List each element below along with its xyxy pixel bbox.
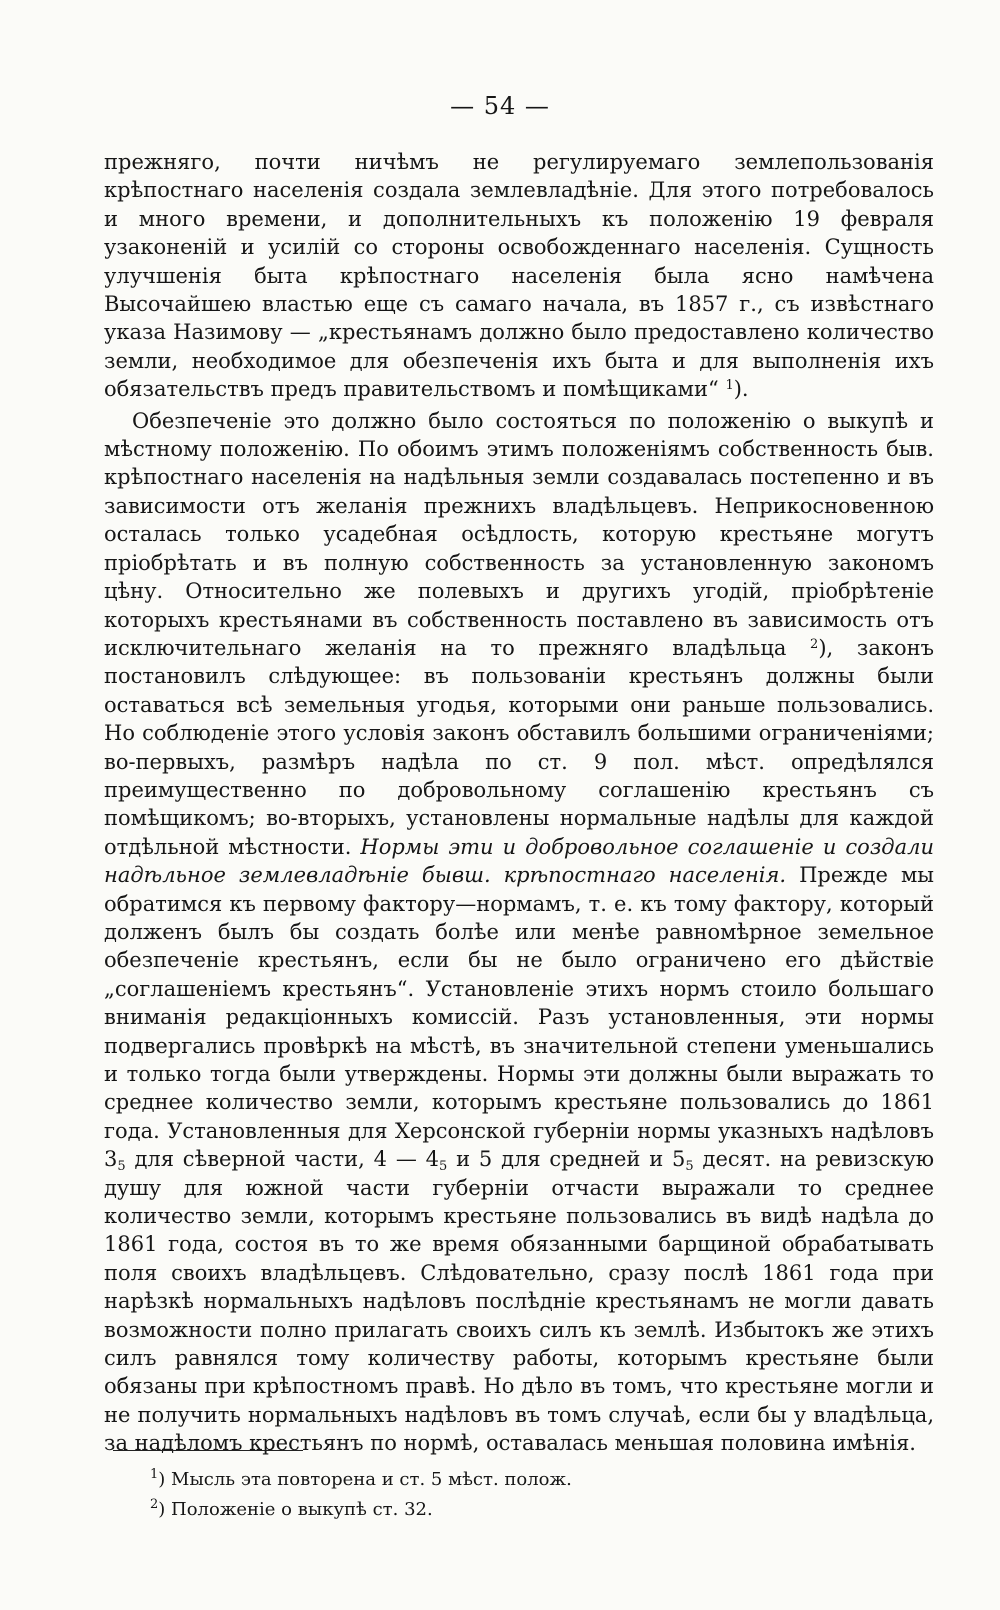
text-run: ), законъ постановилъ слѣдующее: въ пользованіи крестьянъ должны были оставаться всѣ земельныя угодья, которыми они раньше пользовались. Но соблюденіе этого условія законъ обставилъ большими ограниченіями; во-первыхъ, размѣръ надѣла по ст. 9 пол. мѣст. опредѣлялся преимущественно по добровольному соглашенію крестьянъ съ помѣщикомъ; во-вторыхъ, установлены нормальные надѣлы для каждой отдѣльной мѣстности. [104, 635, 934, 859]
text-run: Прежде мы обратимся къ первому фактору—нормамъ, т. е. къ тому фактору, который долженъ былъ бы создать болѣе или менѣе равномѣрное земельное обезпеченіе крестьянъ, если бы не было ограничено его дѣйствіе „соглашеніемъ крестьянъ“. Установленіе этихъ нормъ стоило большаго вниманія редакціонныхъ комиссій. Разъ установленныя, эти нормы подвергались провѣркѣ на мѣстѣ, въ значительной степени уменьшались и только тогда были утверждены. Нормы эти должны были выражать то среднее количество земли, которымъ крестьяне пользовались до 1861 года. Установленныя для Херсонской губерніи нормы указныхъ надѣловъ 3 [104, 863, 934, 1172]
page-number: — 54 — [450, 92, 550, 120]
text-run: десят. на ревизскую душу для южной части губерніи отчасти выражали то среднее количество земли, которымъ крестьяне пользовались въ видѣ надѣла до 1861 года, состоя въ то же время обязанными барщиной обрабатывать поля своихъ владѣльцевъ. Слѣдовательно, сразу послѣ 1861 года при нарѣзкѣ нормальныхъ надѣловъ послѣдніе крестьянамъ не могли давать возможности полно прилагать своихъ силъ къ землѣ. Избытокъ же этихъ силъ равнялся тому количеству работы, которымъ крестьяне были обязаны при крѣпостномъ правѣ. Но дѣло въ томъ, что крестьяне могли и не получить нормальныхъ надѣловъ въ томъ случаѣ, если бы у владѣльца, за надѣломъ крестьянъ по нормѣ, оставалась меньшая половина имѣнія. [104, 1147, 934, 1456]
main-text [104, 148, 934, 1461]
paragraph-2 [104, 407, 934, 1458]
footnote-ref: 2 [810, 636, 819, 652]
footnote-mark: 1 [150, 1467, 159, 1482]
footnote-rule [113, 1450, 303, 1451]
text-run: ). [733, 377, 749, 402]
footnote-ref: 1 [725, 378, 734, 394]
footnote-mark: 2 [150, 1497, 159, 1512]
footnote-2 [150, 1495, 930, 1525]
text-run: и 5 для средней и 5 [447, 1147, 686, 1172]
footnote-1 [150, 1465, 930, 1495]
subscript: 5 [685, 1159, 694, 1175]
text-run: для сѣверной части, 4 — 4 [125, 1147, 440, 1172]
footnotes [150, 1465, 930, 1525]
footnote-text: ) Положеніе о выкупѣ ст. 32. [158, 1499, 433, 1520]
paragraph-1 [104, 148, 934, 404]
footnote-text: ) Мысль эта повторена и ст. 5 мѣст. полож. [158, 1469, 572, 1490]
text-run: Обезпеченіе это должно было состояться по положенію о выкупѣ и мѣстному положенію. По обоимъ этимъ положеніямъ собственность быв. крѣпостнаго населенія на надѣльныя земли создавалась постепенно и въ зависимости отъ желанія прежнихъ владѣльцевъ. Неприкосновенною осталась только усадебная осѣдлость, которую крестьяне могутъ пріобрѣтать и въ полную собственность за установленную закономъ цѣну. Относительно же полевыхъ и другихъ угодій, пріобрѣтеніе которыхъ крестьянами въ собственность поставлено въ зависимость отъ исключительнаго желанія на то прежняго владѣльца [104, 408, 934, 660]
subscript: 5 [117, 1159, 126, 1175]
italic-text: Нормы эти и добровольное соглашеніе и создали надѣльное землевладѣніе бывш. крѣпостнаго населенія. [104, 834, 934, 888]
text-run: прежняго, почти ничѣмъ не регулируемаго землепользованія крѣпостнаго населенія создала землевладѣніе. Для этого потребовалось и много времени, и дополнительныхъ къ положенію 19 февраля узаконеній и усилій со стороны освобожденнаго населенія. Сущность улучшенія быта крѣпостнаго населенія была ясно намѣчена Высочайшею властью еще съ самаго начала, въ 1857 г., съ извѣстнаго указа Назимову — „крестьянамъ должно было предоставлено количество земли, необходимое для обезпеченія ихъ быта и для выполненія ихъ обязательствъ предъ правительствомъ и помѣщиками“ [104, 150, 934, 402]
subscript: 5 [439, 1159, 448, 1175]
